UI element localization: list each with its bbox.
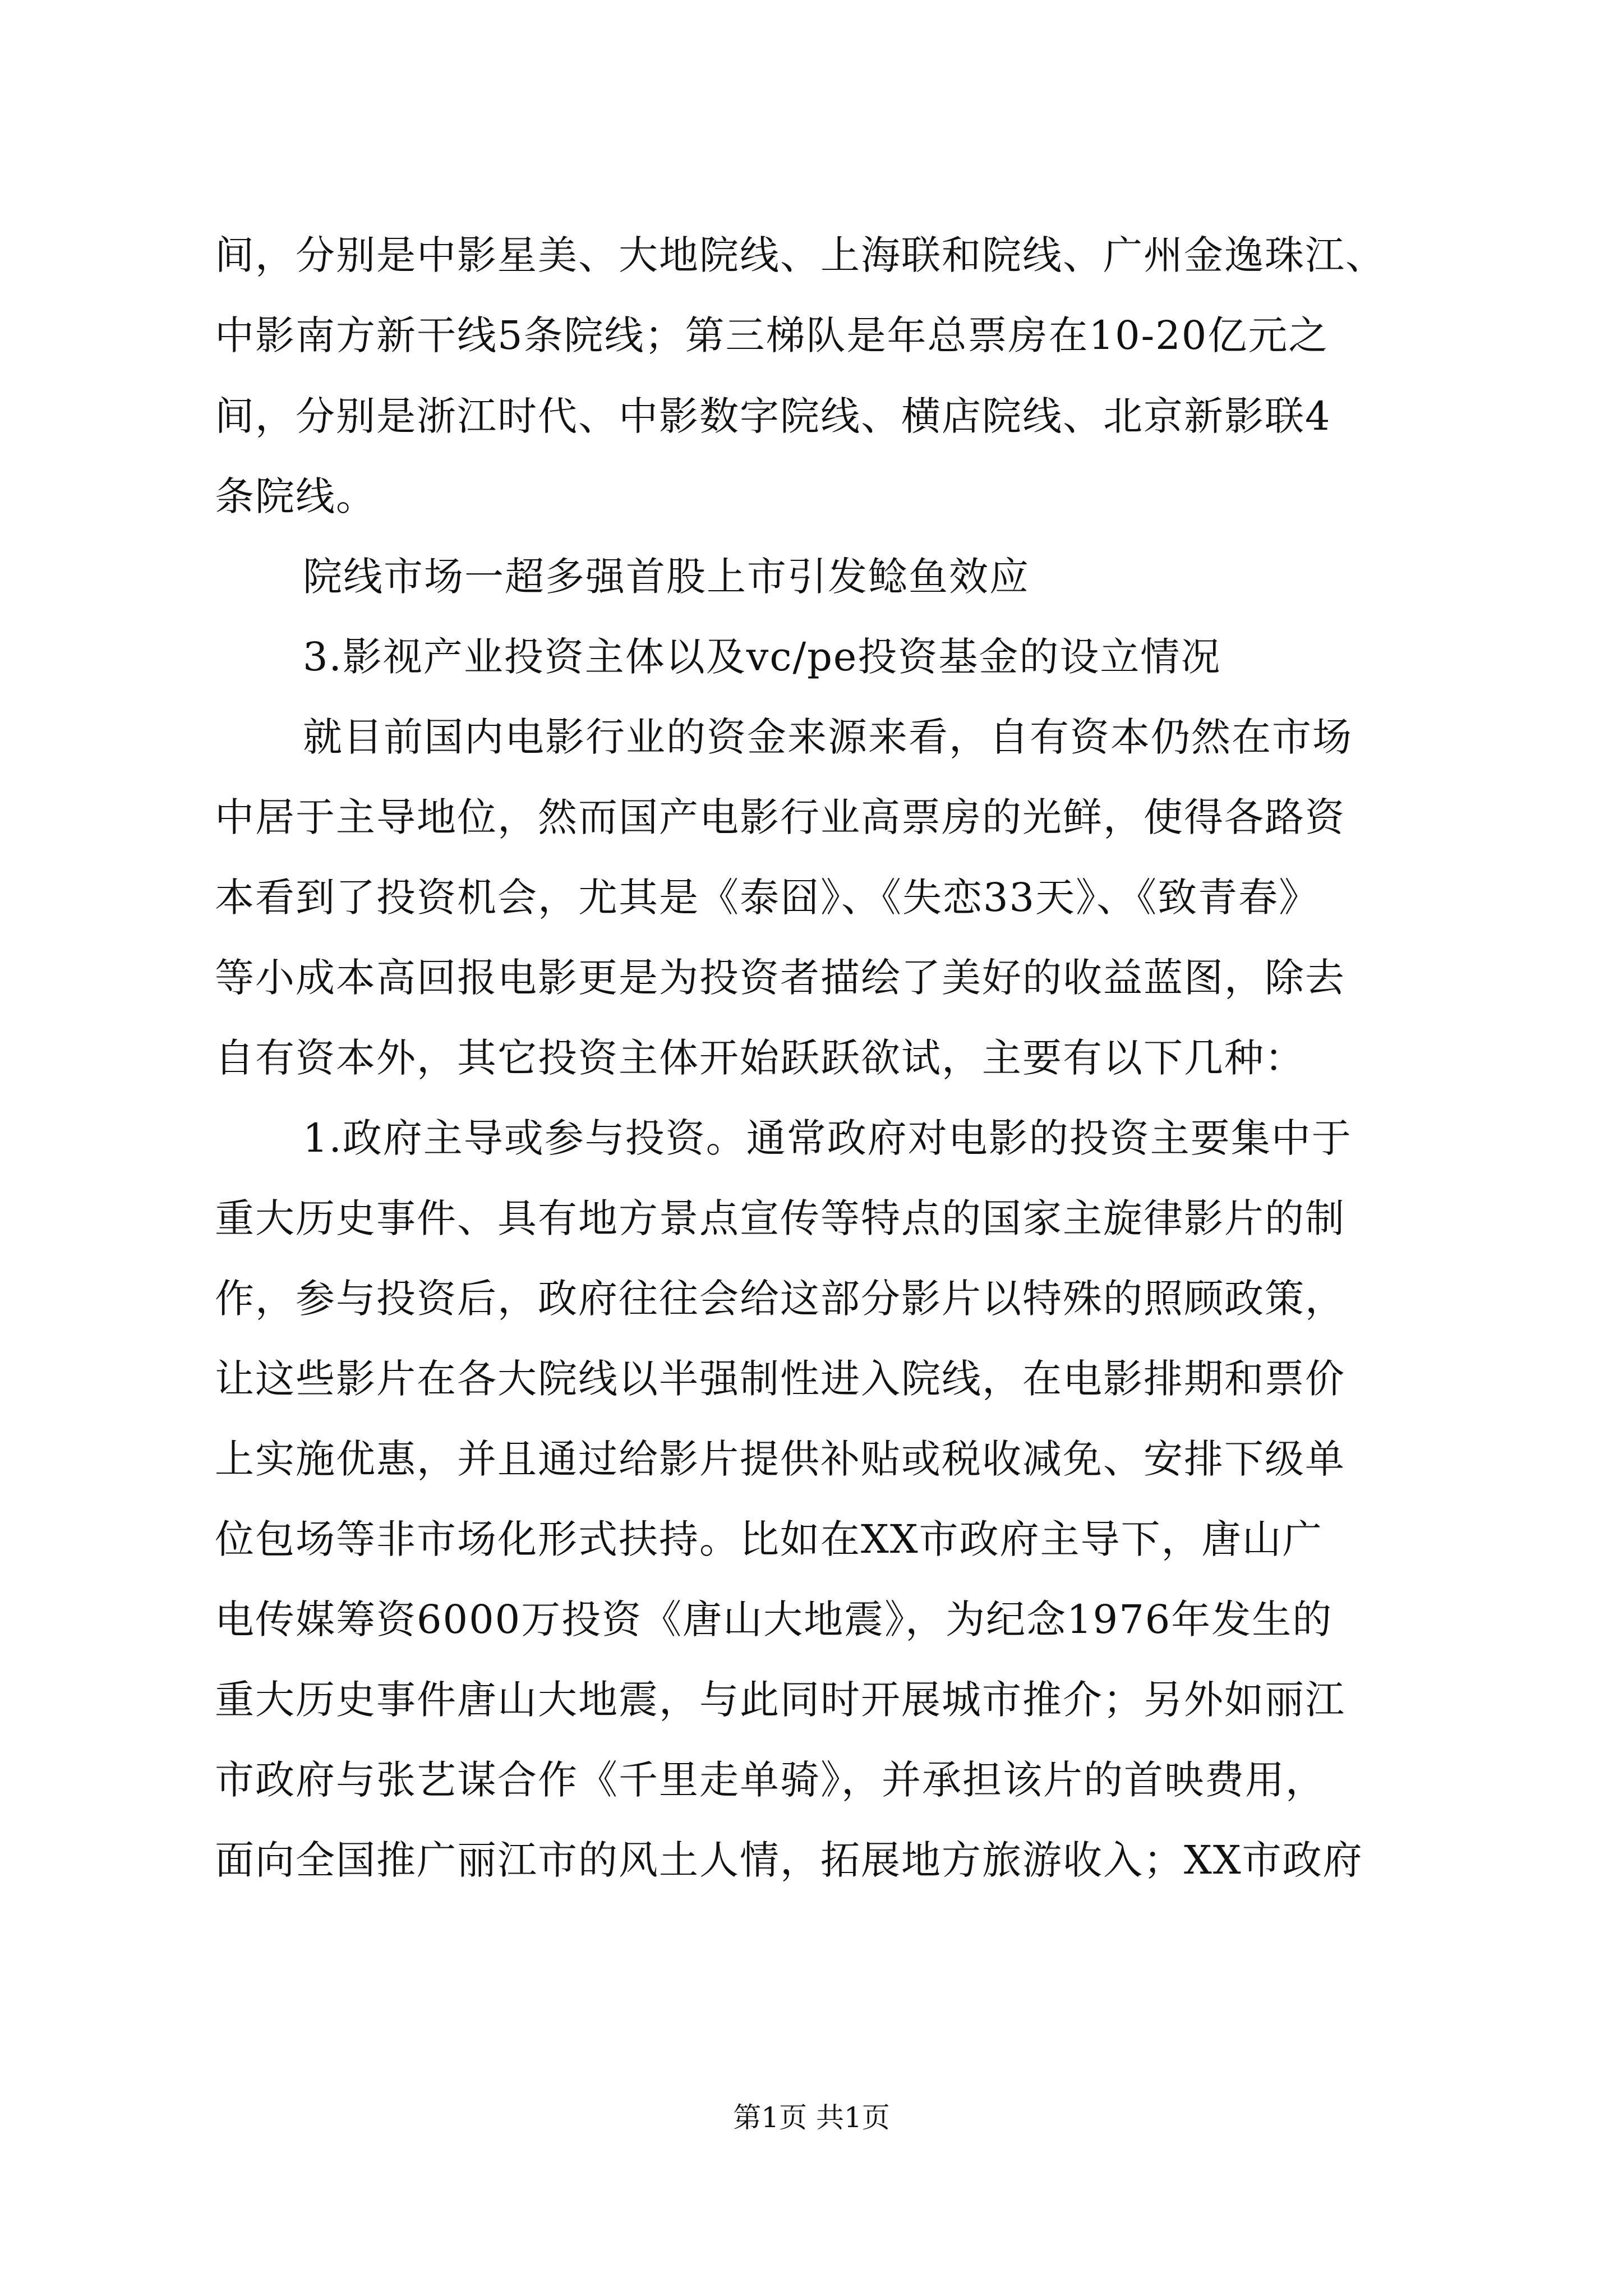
text-line: 重大历史事件、具有地方景点宣传等特点的国家主旋律影片的制	[215, 1195, 1345, 1241]
text-line: 间，分别是中影星美、大地院线、上海联和院线、广州金逸珠江、	[215, 232, 1386, 278]
text-line: 市政府与张艺谋合作《千里走单骑》，并承担该片的首映费用，	[215, 1757, 1326, 1803]
page-number-footer: 第1页 共1页	[733, 2101, 890, 2134]
section-heading: 院线市场一超多强首股上市引发鲶鱼效应	[303, 554, 1030, 600]
text-line: 等小成本高回报电影更是为投资者描绘了美好的收益蓝图，除去	[215, 955, 1345, 1001]
text-line: 作，参与投资后，政府往往会给这部分影片以特殊的照顾政策，	[215, 1276, 1345, 1322]
text-line: 中影南方新干线5条院线；第三梯队是年总票房在10-20亿元之	[215, 312, 1329, 358]
text-line: 间，分别是浙江时代、中影数字院线、横店院线、北京新影联4	[215, 393, 1331, 439]
text-line: 位包场等非市场化形式扶持。比如在XX市政府主导下，唐山广	[215, 1516, 1323, 1562]
text-line: 本看到了投资机会，尤其是《泰囧》、《失恋33天》、《致青春》	[215, 875, 1320, 921]
text-line: 中居于主导地位，然而国产电影行业高票房的光鲜，使得各路资	[215, 794, 1345, 840]
text-line: 重大历史事件唐山大地震，与此同时开展城市推介；另外如丽江	[215, 1677, 1345, 1723]
text-line: 就目前国内电影行业的资金来源来看，自有资本仍然在市场	[303, 714, 1353, 760]
text-line: 条院线。	[215, 473, 376, 519]
section-heading: 3.影视产业投资主体以及vc/pe投资基金的设立情况	[303, 634, 1221, 680]
text-line: 电传媒筹资6000万投资《唐山大地震》，为纪念1976年发生的	[215, 1596, 1333, 1642]
text-line: 1.政府主导或参与投资。通常政府对电影的投资主要集中于	[303, 1115, 1352, 1161]
text-line: 让这些影片在各大院线以半强制性进入院线，在电影排期和票价	[215, 1356, 1345, 1402]
text-line: 面向全国推广丽江市的风土人情，拓展地方旅游收入；XX市政府	[215, 1837, 1363, 1883]
text-line: 自有资本外，其它投资主体开始跃跃欲试，主要有以下几种：	[215, 1035, 1305, 1081]
text-line: 上实施优惠，并且通过给影片提供补贴或税收减免、安排下级单	[215, 1436, 1345, 1482]
